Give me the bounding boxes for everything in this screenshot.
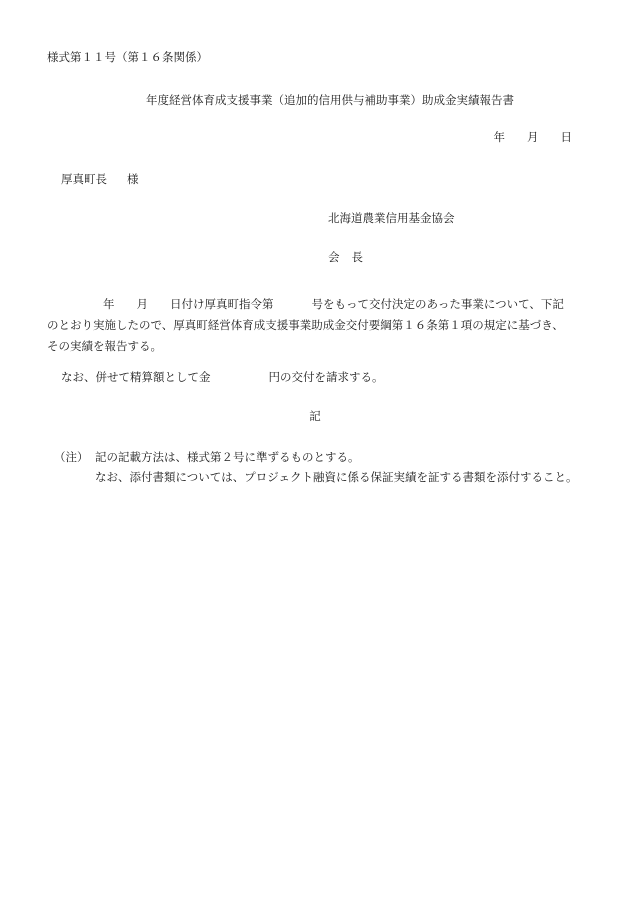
- request-suffix: 円の交付を請求する。: [268, 370, 384, 384]
- date-year: 年: [493, 130, 505, 144]
- sender-title: [328, 252, 363, 264]
- date-day: 日: [560, 130, 572, 144]
- date-month: 月: [527, 130, 539, 144]
- sender-title-char1: 会: [328, 250, 340, 264]
- body-ref-text-2: 号をもって交付決定のあった事業について、下記: [311, 297, 564, 311]
- body-line-3: その実績を報告する。: [47, 339, 162, 353]
- body-month: 月: [136, 297, 148, 311]
- body-line-2: のとおり実施したので、厚真町経営体育成支援事業助成金交付要綱第１６条第１項の規定に基づき、: [47, 318, 564, 332]
- body-ref-text: 日付け厚真町指令第: [170, 297, 274, 311]
- note-line-2: なお、添付書類については、プロジェクト融資に係る保証実績を証する書類を添付すること。: [95, 470, 578, 484]
- document-title: 年度経営体育成支援事業（追加的信用供与補助事業）助成金実績報告書: [146, 93, 514, 107]
- ki-heading: 記: [309, 409, 321, 423]
- body-paragraph: [47, 294, 587, 357]
- addressee-name: 厚真町長: [61, 172, 107, 186]
- note-label: （注）: [54, 450, 89, 464]
- addressee: [61, 174, 139, 186]
- note-line-1: 記の記載方法は、様式第２号に準ずるものとする。: [95, 450, 360, 464]
- body-year: 年: [103, 297, 115, 311]
- sender-title-char2: 長: [351, 250, 363, 264]
- date-line: [494, 132, 573, 144]
- addressee-honorific: 様: [127, 172, 139, 186]
- form-number: 様式第１１号（第１６条関係）: [47, 50, 208, 64]
- request-prefix: なお、併せて精算額として金: [61, 370, 211, 384]
- body-line-1: [47, 294, 587, 315]
- sender-organization: 北海道農業信用基金協会: [328, 211, 455, 225]
- request-line: [61, 372, 384, 384]
